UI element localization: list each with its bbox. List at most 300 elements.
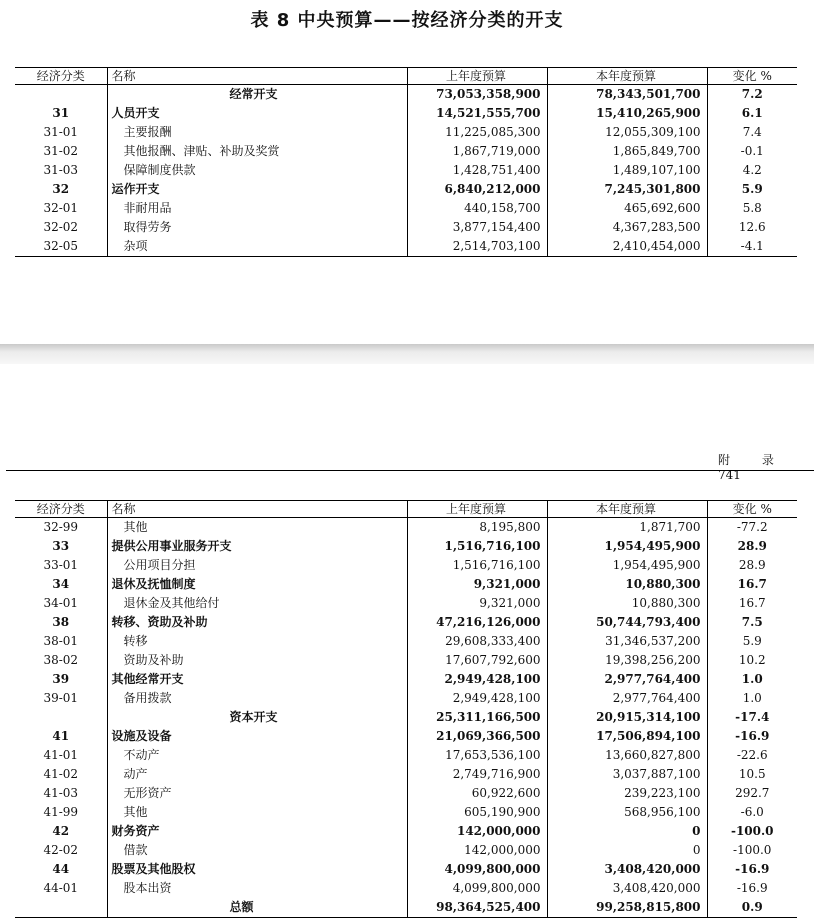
row-prev-budget [407, 537, 547, 556]
table-row [15, 237, 797, 257]
row-prev-budget [407, 161, 547, 180]
row-name-text: 资本开支 [229, 710, 278, 724]
row-change-text: 28.9 [738, 558, 766, 572]
table-row [15, 765, 797, 784]
row-name [107, 180, 407, 199]
running-header [718, 451, 814, 482]
page-number: 741 [718, 468, 741, 482]
row-curr-budget [547, 199, 707, 218]
row-curr-budget-text: 4,367,283,500 [612, 220, 701, 234]
row-name-text: 运作开支 [111, 182, 160, 196]
table-header-row [15, 68, 797, 85]
row-prev-budget-text: 9,321,000 [479, 596, 541, 610]
row-curr-budget [547, 142, 707, 161]
table-row [15, 651, 797, 670]
row-prev-budget [407, 689, 547, 708]
table-row [15, 822, 797, 841]
row-name-text: 股本出资 [123, 881, 172, 895]
row-curr-budget [547, 765, 707, 784]
row-name-text: 其他经常开支 [111, 672, 184, 686]
row-code-text: 31 [52, 106, 70, 120]
header-prev-budget-text: 上年度预算 [445, 502, 506, 516]
row-name-text: 不动产 [123, 748, 160, 762]
header-change [707, 501, 797, 518]
row-name [107, 575, 407, 594]
row-curr-budget [547, 632, 707, 651]
row-prev-budget-text: 9,321,000 [473, 577, 541, 591]
row-name-text: 退休及抚恤制度 [111, 577, 196, 591]
row-change-text: 5.9 [741, 182, 763, 196]
row-curr-budget [547, 556, 707, 575]
row-change-text: 12.6 [738, 220, 766, 234]
row-change [707, 860, 797, 879]
row-prev-budget [407, 556, 547, 575]
row-code [15, 518, 107, 538]
row-curr-budget [547, 237, 707, 257]
header-name-text: 名称 [111, 69, 136, 83]
row-change-text: 5.8 [742, 201, 762, 215]
row-curr-budget-text: 1,871,700 [639, 520, 701, 534]
row-prev-budget-text: 47,216,126,000 [436, 615, 541, 629]
row-name [107, 199, 407, 218]
row-code [15, 765, 107, 784]
row-curr-budget [547, 123, 707, 142]
row-name [107, 237, 407, 257]
row-change [707, 765, 797, 784]
row-name [107, 708, 407, 727]
row-prev-budget-text: 1,516,716,100 [452, 558, 541, 572]
row-change-text: -77.2 [736, 520, 768, 534]
row-prev-budget [407, 575, 547, 594]
row-name [107, 161, 407, 180]
row-prev-budget-text: 1,428,751,400 [452, 163, 541, 177]
row-prev-budget [407, 803, 547, 822]
row-code-text: 44-01 [43, 881, 79, 895]
row-name-text: 退休金及其他给付 [123, 596, 220, 610]
row-curr-budget [547, 898, 707, 918]
row-curr-budget-text: 3,037,887,100 [612, 767, 701, 781]
row-code [15, 199, 107, 218]
row-prev-budget-text: 73,053,358,900 [436, 87, 541, 101]
header-name-text: 名称 [111, 502, 136, 516]
header-curr-budget [547, 68, 707, 85]
row-curr-budget [547, 708, 707, 727]
row-change-text: 5.9 [742, 634, 762, 648]
row-code-text: 39-01 [43, 691, 79, 705]
row-curr-budget-text: 1,489,107,100 [612, 163, 701, 177]
row-curr-budget [547, 161, 707, 180]
row-code-text: 32-02 [43, 220, 79, 234]
row-change-text: 16.7 [738, 596, 766, 610]
row-prev-budget [407, 180, 547, 199]
row-name [107, 765, 407, 784]
row-curr-budget [547, 651, 707, 670]
row-curr-budget-text: 12,055,309,100 [605, 125, 701, 139]
row-prev-budget-text: 2,749,716,900 [452, 767, 541, 781]
table-row [15, 898, 797, 918]
row-change [707, 689, 797, 708]
row-code [15, 556, 107, 575]
row-prev-budget-text: 2,949,428,100 [444, 672, 541, 686]
row-curr-budget [547, 670, 707, 689]
row-prev-budget [407, 860, 547, 879]
row-change-text: -16.9 [736, 881, 768, 895]
header-code [15, 68, 107, 85]
row-name-text: 无形资产 [123, 786, 172, 800]
row-change-text: -100.0 [733, 843, 772, 857]
row-curr-budget-text: 17,506,894,100 [596, 729, 701, 743]
row-name-text: 借款 [123, 843, 148, 857]
row-code [15, 537, 107, 556]
row-name [107, 594, 407, 613]
row-prev-budget-text: 605,190,900 [464, 805, 541, 819]
row-name [107, 142, 407, 161]
row-name [107, 803, 407, 822]
row-prev-budget-text: 142,000,000 [464, 843, 541, 857]
row-curr-budget-text: 239,223,100 [624, 786, 701, 800]
table-row [15, 142, 797, 161]
row-code [15, 651, 107, 670]
row-curr-budget-text: 0 [692, 824, 701, 838]
row-curr-budget-text: 1,954,495,900 [604, 539, 701, 553]
table-row [15, 727, 797, 746]
row-prev-budget [407, 85, 547, 105]
row-change [707, 632, 797, 651]
row-change-text: 10.5 [738, 767, 766, 781]
row-curr-budget-text: 568,956,100 [624, 805, 701, 819]
header-rule [6, 470, 814, 471]
row-name [107, 104, 407, 123]
row-change [707, 556, 797, 575]
row-curr-budget [547, 803, 707, 822]
row-prev-budget [407, 708, 547, 727]
row-code [15, 860, 107, 879]
budget-table-top [15, 67, 797, 257]
row-curr-budget-text: 50,744,793,400 [596, 615, 701, 629]
row-name [107, 898, 407, 918]
row-curr-budget [547, 180, 707, 199]
header-curr-budget-text: 本年度预算 [595, 69, 656, 83]
row-code-text: 41-03 [43, 786, 79, 800]
table-row [15, 85, 797, 105]
row-code [15, 727, 107, 746]
row-code-text: 39 [52, 672, 70, 686]
row-name-text: 动产 [123, 767, 148, 781]
row-change [707, 218, 797, 237]
row-prev-budget-text: 29,608,333,400 [445, 634, 541, 648]
row-curr-budget-text: 1,865,849,700 [612, 144, 701, 158]
row-change-text: 28.9 [737, 539, 767, 553]
row-name [107, 613, 407, 632]
row-prev-budget [407, 123, 547, 142]
row-prev-budget-text: 440,158,700 [464, 201, 541, 215]
row-code-text: 31-01 [43, 125, 79, 139]
table-row [15, 708, 797, 727]
row-curr-budget [547, 613, 707, 632]
header-name [107, 501, 407, 518]
row-prev-budget-text: 25,311,166,500 [436, 710, 541, 724]
row-code [15, 180, 107, 199]
row-change [707, 670, 797, 689]
row-name [107, 651, 407, 670]
row-curr-budget [547, 518, 707, 538]
row-code-text: 42 [52, 824, 70, 838]
row-code [15, 104, 107, 123]
row-prev-budget-text: 4,099,800,000 [452, 881, 541, 895]
row-curr-budget-text: 19,398,256,200 [605, 653, 701, 667]
row-prev-budget [407, 518, 547, 538]
running-header-label: 附 录 [718, 453, 788, 467]
row-prev-budget [407, 651, 547, 670]
row-curr-budget-text: 3,408,420,000 [604, 862, 701, 876]
row-prev-budget [407, 632, 547, 651]
row-change [707, 518, 797, 538]
row-change [707, 575, 797, 594]
row-change [707, 180, 797, 199]
row-curr-budget-text: 31,346,537,200 [605, 634, 701, 648]
row-name-text: 股票及其他股权 [111, 862, 196, 876]
table-row [15, 537, 797, 556]
header-prev-budget-text: 上年度预算 [445, 69, 506, 83]
row-curr-budget [547, 218, 707, 237]
row-name-text: 提供公用事业服务开支 [111, 539, 232, 553]
row-change-text: 1.0 [741, 672, 763, 686]
row-change [707, 142, 797, 161]
row-prev-budget-text: 8,195,800 [479, 520, 541, 534]
row-code [15, 822, 107, 841]
row-name-text: 取得劳务 [123, 220, 172, 234]
row-prev-budget [407, 237, 547, 257]
table-row [15, 161, 797, 180]
page-gap-divider [0, 344, 814, 364]
row-prev-budget-text: 1,516,716,100 [444, 539, 541, 553]
row-name-text: 主要报酬 [123, 125, 172, 139]
row-curr-budget [547, 879, 707, 898]
row-name-text: 转移 [123, 634, 148, 648]
row-change [707, 613, 797, 632]
row-code [15, 689, 107, 708]
row-name [107, 727, 407, 746]
row-prev-budget [407, 898, 547, 918]
row-name [107, 670, 407, 689]
row-change [707, 898, 797, 918]
row-code-text: 32-99 [43, 520, 79, 534]
row-prev-budget [407, 670, 547, 689]
row-name [107, 879, 407, 898]
table-row [15, 632, 797, 651]
row-name-text: 公用项目分担 [123, 558, 196, 572]
row-curr-budget-text: 10,880,300 [625, 577, 701, 591]
row-prev-budget-text: 6,840,212,000 [444, 182, 541, 196]
row-curr-budget-text: 10,880,300 [631, 596, 701, 610]
row-curr-budget-text: 15,410,265,900 [596, 106, 701, 120]
row-name [107, 518, 407, 538]
table-row [15, 594, 797, 613]
row-name [107, 784, 407, 803]
table-row [15, 746, 797, 765]
row-prev-budget [407, 765, 547, 784]
row-code [15, 670, 107, 689]
row-code-text: 32-01 [43, 201, 79, 215]
row-code [15, 898, 107, 918]
row-code [15, 803, 107, 822]
row-curr-budget [547, 689, 707, 708]
table-row [15, 180, 797, 199]
row-name [107, 556, 407, 575]
row-name [107, 746, 407, 765]
row-name [107, 689, 407, 708]
row-change [707, 651, 797, 670]
row-code-text: 32 [52, 182, 70, 196]
table-header-row [15, 501, 797, 518]
row-prev-budget-text: 60,922,600 [471, 786, 541, 800]
row-code-text: 34 [52, 577, 70, 591]
row-curr-budget [547, 784, 707, 803]
header-change [707, 68, 797, 85]
row-curr-budget [547, 594, 707, 613]
row-prev-budget [407, 879, 547, 898]
row-change-text: 7.5 [741, 615, 763, 629]
table-row [15, 860, 797, 879]
row-code [15, 841, 107, 860]
row-curr-budget-text: 0 [692, 843, 701, 857]
row-code [15, 161, 107, 180]
row-code-text: 41 [52, 729, 70, 743]
row-change [707, 841, 797, 860]
row-prev-budget-text: 11,225,085,300 [445, 125, 541, 139]
row-change [707, 784, 797, 803]
row-change [707, 161, 797, 180]
row-curr-budget-text: 3,408,420,000 [612, 881, 701, 895]
row-prev-budget [407, 613, 547, 632]
table-row [15, 104, 797, 123]
row-code [15, 575, 107, 594]
row-change-text: -0.1 [740, 144, 764, 158]
row-code [15, 123, 107, 142]
row-curr-budget [547, 85, 707, 105]
row-curr-budget [547, 860, 707, 879]
row-name-text: 人员开支 [111, 106, 160, 120]
row-name-text: 设施及设备 [111, 729, 172, 743]
row-code [15, 879, 107, 898]
row-prev-budget [407, 218, 547, 237]
row-code-text: 42-02 [43, 843, 79, 857]
row-prev-budget-text: 2,949,428,100 [452, 691, 541, 705]
row-prev-budget-text: 21,069,366,500 [436, 729, 541, 743]
row-name [107, 841, 407, 860]
budget-table-bottom [15, 500, 797, 918]
row-name [107, 860, 407, 879]
row-prev-budget [407, 822, 547, 841]
row-code-text: 38-02 [43, 653, 79, 667]
row-code-text: 31-02 [43, 144, 79, 158]
header-prev-budget [407, 68, 547, 85]
row-code [15, 708, 107, 727]
row-prev-budget [407, 746, 547, 765]
row-curr-budget [547, 537, 707, 556]
table-row [15, 123, 797, 142]
row-change-text: -16.9 [735, 729, 770, 743]
row-change-text: 4.2 [742, 163, 762, 177]
row-curr-budget [547, 104, 707, 123]
row-curr-budget-text: 13,660,827,800 [605, 748, 701, 762]
row-change-text: -17.4 [735, 710, 770, 724]
row-name [107, 822, 407, 841]
row-prev-budget-text: 4,099,800,000 [444, 862, 541, 876]
row-curr-budget [547, 841, 707, 860]
row-name-text: 财务资产 [111, 824, 160, 838]
row-curr-budget-text: 1,954,495,900 [612, 558, 701, 572]
table-row [15, 518, 797, 538]
row-curr-budget-text: 2,977,764,400 [612, 691, 701, 705]
row-code [15, 85, 107, 105]
row-prev-budget [407, 142, 547, 161]
row-code [15, 746, 107, 765]
header-code-text: 经济分类 [36, 69, 85, 83]
row-prev-budget-text: 1,867,719,000 [452, 144, 541, 158]
row-change-text: -4.1 [740, 239, 764, 253]
row-code [15, 613, 107, 632]
header-curr-budget [547, 501, 707, 518]
row-code-text: 33-01 [43, 558, 79, 572]
row-change-text: -22.6 [736, 748, 768, 762]
page-title: 表 8 中央预算——按经济分类的开支 [250, 10, 564, 31]
row-change [707, 594, 797, 613]
row-name-text: 资助及补助 [123, 653, 184, 667]
row-change-text: 16.7 [737, 577, 767, 591]
table-row [15, 879, 797, 898]
row-curr-budget [547, 575, 707, 594]
row-curr-budget-text: 7,245,301,800 [604, 182, 701, 196]
row-curr-budget [547, 822, 707, 841]
row-code-text: 41-01 [43, 748, 79, 762]
row-prev-budget [407, 199, 547, 218]
row-prev-budget [407, 727, 547, 746]
row-change [707, 727, 797, 746]
row-code [15, 784, 107, 803]
row-name-text: 备用拨款 [123, 691, 172, 705]
table-row [15, 689, 797, 708]
table-row [15, 841, 797, 860]
row-prev-budget [407, 841, 547, 860]
row-change [707, 199, 797, 218]
header-change-text: 变化 % [732, 502, 772, 516]
row-code [15, 594, 107, 613]
row-code [15, 142, 107, 161]
row-code [15, 218, 107, 237]
row-prev-budget-text: 142,000,000 [456, 824, 541, 838]
row-change-text: 6.1 [741, 106, 763, 120]
row-name [107, 218, 407, 237]
row-change [707, 123, 797, 142]
row-curr-budget [547, 746, 707, 765]
row-change-text: 1.0 [742, 691, 762, 705]
table-row [15, 784, 797, 803]
row-change [707, 803, 797, 822]
header-curr-budget-text: 本年度预算 [595, 502, 656, 516]
row-prev-budget-text: 17,607,792,600 [445, 653, 541, 667]
row-code-text: 33 [52, 539, 70, 553]
header-change-text: 变化 % [732, 69, 772, 83]
row-curr-budget-text: 465,692,600 [624, 201, 701, 215]
row-change [707, 746, 797, 765]
row-change [707, 85, 797, 105]
row-change [707, 822, 797, 841]
table-row [15, 556, 797, 575]
row-code [15, 632, 107, 651]
row-name-text: 其他报酬、津贴、补助及奖赏 [123, 144, 280, 158]
row-code-text: 31-03 [43, 163, 79, 177]
